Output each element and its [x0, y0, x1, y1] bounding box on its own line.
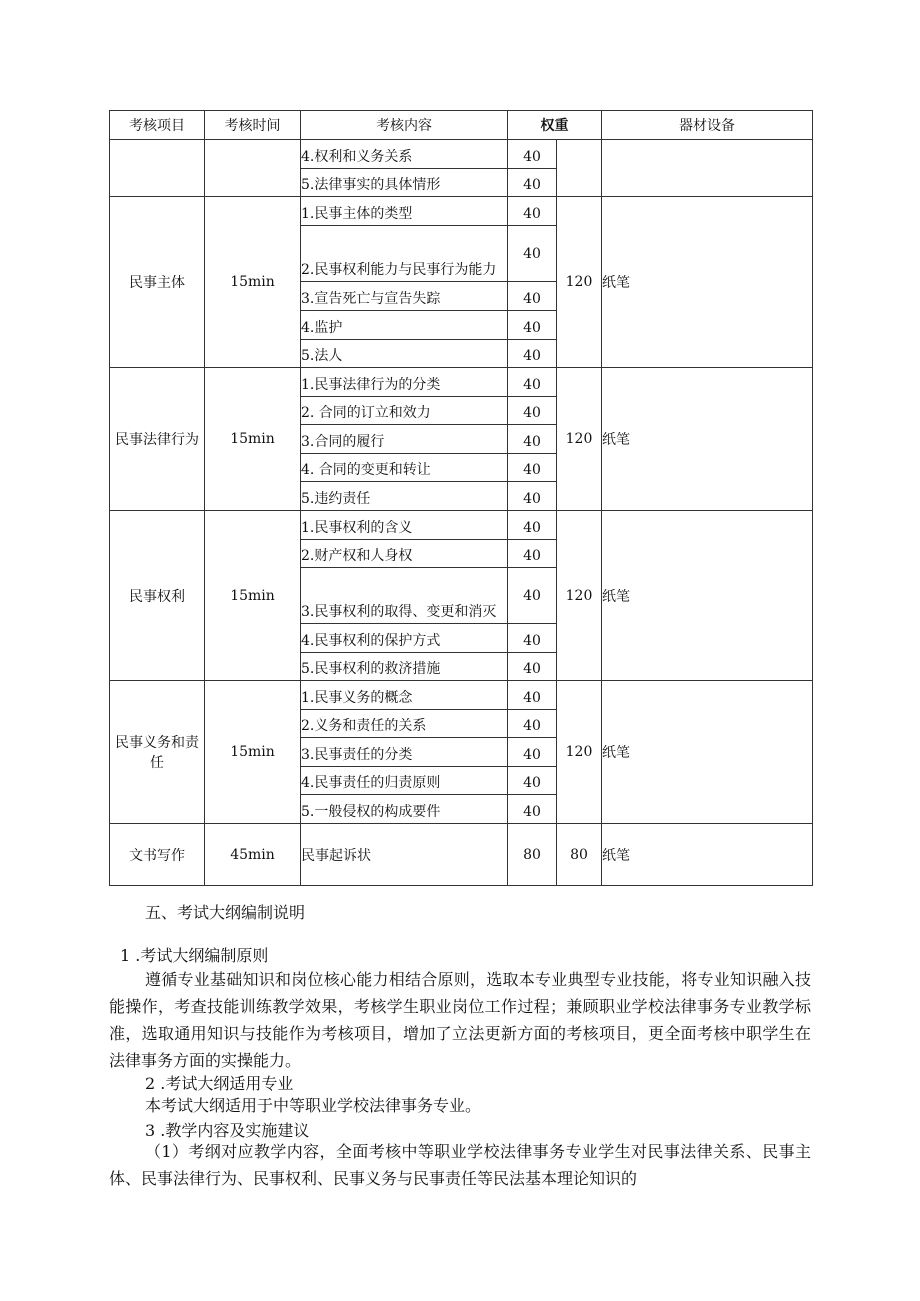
time-cell — [205, 140, 301, 197]
weight-cell: 40 — [508, 624, 557, 653]
content-cell: 4.权利和义务关系 — [301, 140, 508, 169]
content-cell: 1.民事义务的概念 — [301, 681, 508, 710]
content-cell: 1.民事权利的含义 — [301, 511, 508, 540]
table-row — [110, 197, 813, 226]
item-cell — [110, 140, 205, 197]
total-cell: 120 — [557, 681, 602, 824]
header-time: 考核时间 — [205, 111, 301, 140]
weight-cell: 40 — [508, 397, 557, 425]
content-cell: 3.民事权利的取得、变更和消灭 — [301, 568, 508, 624]
item-cell: 民事法律行为 — [110, 368, 205, 511]
weight-cell: 40 — [508, 710, 557, 738]
content-cell: 4. 合同的变更和转让 — [301, 454, 508, 482]
table-row — [110, 824, 813, 886]
content-cell: 4.民事权利的保护方式 — [301, 624, 508, 653]
item-cell: 民事义务和责任 — [110, 681, 205, 824]
weight-cell: 40 — [508, 197, 557, 226]
weight-cell: 80 — [508, 824, 557, 886]
weight-cell: 40 — [508, 425, 557, 454]
time-cell: 45min — [205, 824, 301, 886]
weight-cell: 40 — [508, 767, 557, 795]
equipment-cell: 纸笔 — [602, 824, 813, 886]
content-cell: 3.民事责任的分类 — [301, 738, 508, 767]
table-header-row — [110, 111, 813, 140]
equipment-cell — [602, 140, 813, 197]
table-row — [110, 681, 813, 710]
item-cell: 民事权利 — [110, 511, 205, 681]
weight-cell: 40 — [508, 368, 557, 397]
weight-cell: 40 — [508, 282, 557, 311]
content-cell: 民事起诉状 — [301, 824, 508, 886]
content-cell: 1.民事法律行为的分类 — [301, 368, 508, 397]
total-cell: 120 — [557, 368, 602, 511]
weight-cell: 40 — [508, 454, 557, 482]
total-cell — [557, 140, 602, 197]
paragraph-2: 本考试大纲适用于中等职业学校法律事务专业。 — [145, 1096, 482, 1115]
time-cell: 15min — [205, 197, 301, 368]
weight-cell: 40 — [508, 511, 557, 540]
weight-cell: 40 — [508, 681, 557, 710]
item-cell: 民事主体 — [110, 197, 205, 368]
equipment-cell: 纸笔 — [602, 368, 813, 511]
weight-cell: 40 — [508, 340, 557, 368]
subsection-heading-1: 1 .考试大纲编制原则 — [120, 946, 269, 965]
weight-cell: 40 — [508, 738, 557, 767]
subsection-heading-2: 2 .考试大纲适用专业 — [145, 1074, 294, 1093]
equipment-cell: 纸笔 — [602, 681, 813, 824]
content-cell: 5.民事权利的救济措施 — [301, 653, 508, 681]
content-cell: 4.监护 — [301, 311, 508, 340]
subsection-heading-3: 3 .教学内容及实施建议 — [145, 1121, 310, 1140]
weight-cell: 40 — [508, 482, 557, 511]
content-cell: 5.一般侵权的构成要件 — [301, 795, 508, 824]
item-cell: 文书写作 — [110, 824, 205, 886]
paragraph-3: （1）考纲对应教学内容，全面考核中等职业学校法律事务专业学生对民事法律关系、民事主体、民事法律行为、民事权利、民事义务与民事责任等民法基本理论知识的 — [109, 1142, 811, 1188]
weight-cell: 40 — [508, 226, 557, 282]
table-row — [110, 368, 813, 397]
equipment-cell: 纸笔 — [602, 511, 813, 681]
section-title: 五、考试大纲编制说明 — [145, 903, 306, 922]
header-item: 考核项目 — [110, 111, 205, 140]
content-cell: 5.法律事实的具体情形 — [301, 169, 508, 197]
exam-table — [109, 110, 813, 886]
weight-cell: 40 — [508, 169, 557, 197]
content-cell: 2.义务和责任的关系 — [301, 710, 508, 738]
content-cell: 5.法人 — [301, 340, 508, 368]
time-cell: 15min — [205, 511, 301, 681]
content-cell: 3.合同的履行 — [301, 425, 508, 454]
header-content: 考核内容 — [301, 111, 508, 140]
header-weight: 权重 — [508, 111, 602, 140]
paragraph-1: 遵循专业基础知识和岗位核心能力相结合原则，选取本专业典型专业技能，将专业知识融入技能操作，考查技能训练教学效果，考核学生职业岗位工作过程；兼顾职业学校法律事务专业教学标准，选取通用知识与技能作为考核项目，增加了立法更新方面的考核项目，更全面考核中职学生在法律事务方面的实操能力。 — [109, 970, 811, 1070]
content-cell: 1.民事主体的类型 — [301, 197, 508, 226]
equipment-cell: 纸笔 — [602, 197, 813, 368]
content-cell: 2.民事权利能力与民事行为能力 — [301, 226, 508, 282]
total-cell: 120 — [557, 197, 602, 368]
header-equipment: 器材设备 — [602, 111, 813, 140]
weight-cell: 40 — [508, 140, 557, 169]
content-cell: 5.违约责任 — [301, 482, 508, 511]
content-cell: 2.财产权和人身权 — [301, 540, 508, 568]
table-row — [110, 511, 813, 540]
total-cell: 80 — [557, 824, 602, 886]
content-cell: 2. 合同的订立和效力 — [301, 397, 508, 425]
weight-cell: 40 — [508, 540, 557, 568]
time-cell: 15min — [205, 681, 301, 824]
weight-cell: 40 — [508, 568, 557, 624]
content-cell: 4.民事责任的归责原则 — [301, 767, 508, 795]
content-cell: 3.宣告死亡与宣告失踪 — [301, 282, 508, 311]
time-cell: 15min — [205, 368, 301, 511]
weight-cell: 40 — [508, 653, 557, 681]
table-row — [110, 140, 813, 169]
weight-cell: 40 — [508, 795, 557, 824]
total-cell: 120 — [557, 511, 602, 681]
weight-cell: 40 — [508, 311, 557, 340]
